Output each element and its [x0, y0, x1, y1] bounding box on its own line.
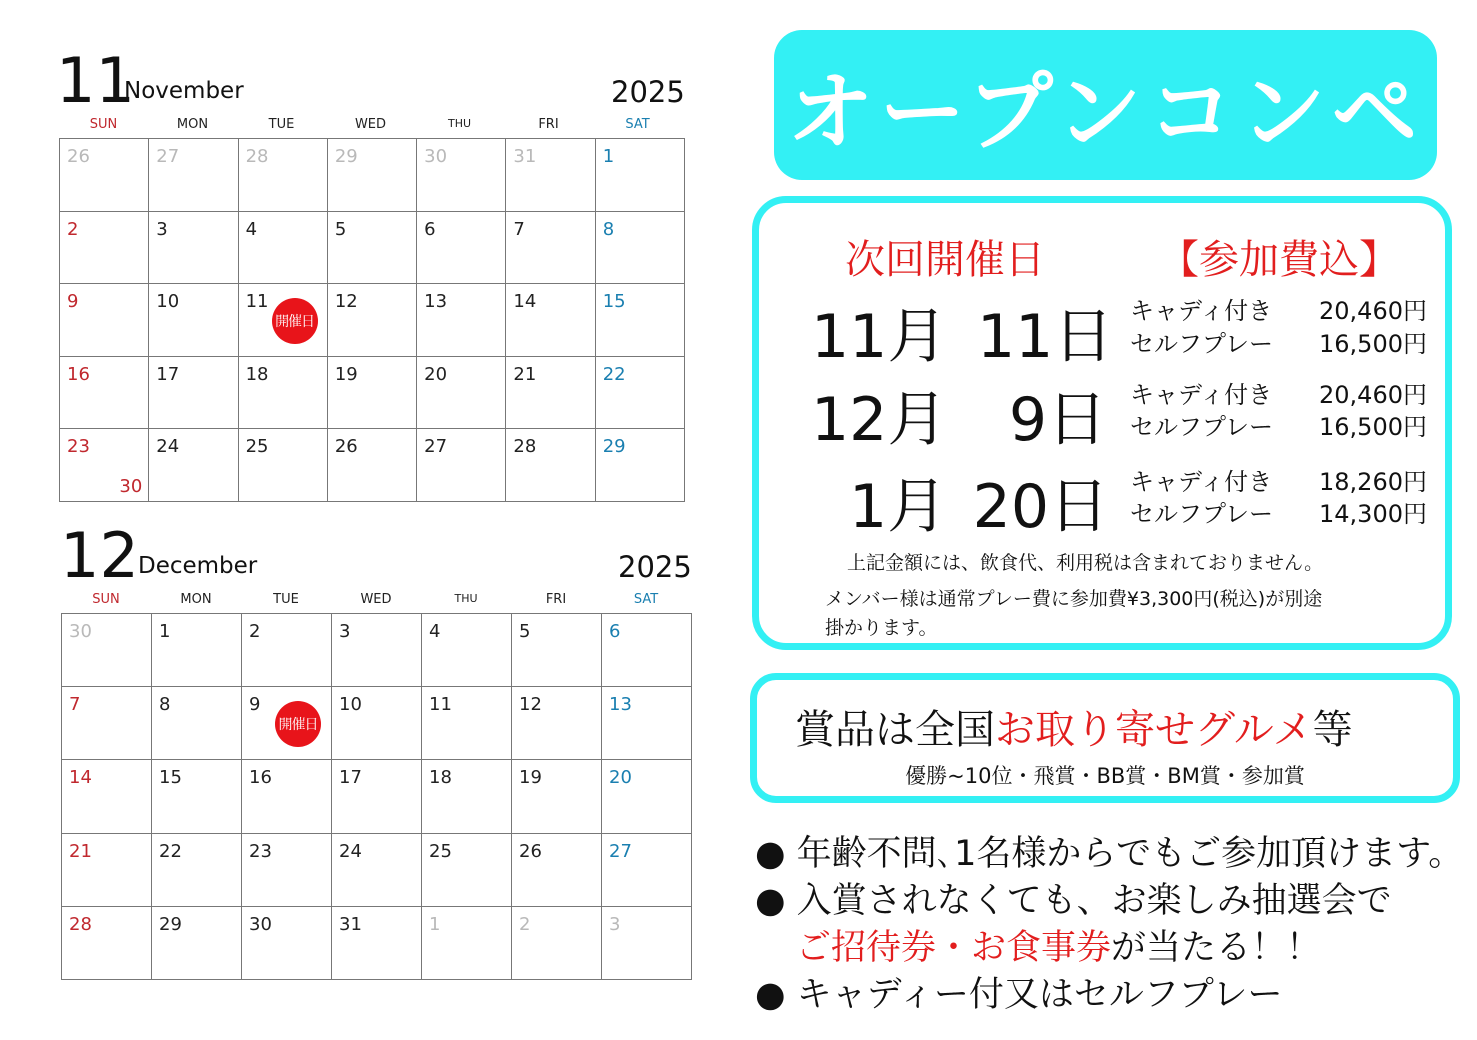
- calendar-day-cell: [512, 907, 602, 980]
- note-text: メンバー様は通常プレー費に参加費¥3,300円(税込)が別途: [825, 588, 1323, 610]
- bullet-item: ● 年齢不問､1名様からでもご参加頂けます。: [755, 834, 1464, 874]
- day-number: 5: [334, 218, 347, 240]
- day-number: 1: [602, 146, 615, 167]
- calendar-day-cell: [602, 834, 692, 907]
- schedule-day: 11日: [977, 302, 1114, 372]
- calendar-day-cell: [332, 834, 422, 907]
- calendar-day-cell: [506, 357, 595, 430]
- weekday-sun: SUN: [92, 592, 120, 607]
- calendar-day-cell: [332, 760, 422, 833]
- calendar-day-cell: [239, 429, 328, 502]
- day-number: 28: [69, 913, 92, 935]
- weekday-sun: SUN: [89, 117, 118, 132]
- prize-highlight: お取り寄せグルメ: [995, 707, 1313, 753]
- year-label: 2025: [611, 75, 685, 109]
- day-number: 12: [519, 694, 542, 716]
- day-number: 27: [156, 146, 180, 167]
- weekday-wed: WED: [354, 117, 387, 132]
- day-number: 11: [429, 694, 452, 716]
- calendar-day-cell: [62, 907, 152, 980]
- day-number: 22: [159, 840, 182, 862]
- self-price: 14,300円: [1319, 500, 1427, 528]
- calendar-day-cell: [596, 139, 685, 212]
- calendar-day-cell: [328, 139, 417, 212]
- calendar-day-cell: [328, 429, 417, 502]
- day-number: 14: [513, 291, 537, 313]
- calendar-day-cell: [242, 614, 332, 687]
- day-number: 17: [339, 767, 362, 789]
- weekday-sat: SAT: [625, 117, 650, 132]
- weekday-thu: THU: [454, 592, 478, 605]
- day-number: 6: [424, 218, 436, 240]
- calendar-day-cell: [512, 614, 602, 687]
- day-number: 29: [159, 913, 182, 935]
- weekday-fri: FRI: [538, 117, 559, 132]
- caddie-label: キャディ付き: [1130, 381, 1273, 409]
- day-number: 10: [339, 694, 362, 716]
- day-number: 28: [245, 146, 269, 167]
- day-number: 5: [519, 621, 531, 642]
- calendar-day-cell: [332, 907, 422, 980]
- day-number-extra: 30: [119, 475, 143, 497]
- calendar-day-cell: [506, 284, 595, 357]
- prize-box: [750, 673, 1460, 803]
- day-number: 3: [339, 621, 351, 642]
- calendar-grid: [59, 138, 685, 502]
- day-number: 14: [69, 767, 92, 789]
- day-number: 12: [334, 291, 358, 313]
- day-number: 25: [429, 840, 452, 862]
- schedule-month: 1月: [849, 472, 948, 542]
- calendar-day-cell: [596, 284, 685, 357]
- calendar-day-cell: [422, 834, 512, 907]
- day-number: 2: [519, 913, 531, 935]
- day-number: 16: [67, 363, 90, 385]
- calendar-day-cell: [506, 139, 595, 212]
- calendar-grid: [61, 613, 692, 980]
- weekday-header: [59, 117, 684, 132]
- calendar-day-cell: [596, 212, 685, 285]
- weekday-sat: SAT: [633, 592, 659, 607]
- calendar-day-cell: [328, 212, 417, 285]
- event-marker: 開催日: [275, 701, 321, 747]
- calendar-day-cell: [239, 357, 328, 430]
- calendar-day-cell: [60, 284, 149, 357]
- day-number: 24: [339, 840, 362, 862]
- calendar-day-cell: [62, 760, 152, 833]
- day-number: 2: [249, 621, 261, 642]
- day-number: 25: [245, 436, 269, 458]
- calendar-day-cell: [596, 429, 685, 502]
- calendar-day-cell: [417, 357, 506, 430]
- day-number: 2: [67, 218, 79, 240]
- day-number: 17: [156, 363, 180, 385]
- bullet-item: ● キャディー付又はセルフプレー: [755, 975, 1283, 1015]
- title-banner: [774, 30, 1437, 180]
- schedule-month: 12月: [811, 385, 948, 455]
- day-number: 4: [429, 621, 441, 642]
- day-number: 29: [334, 146, 358, 167]
- caddie-label: キャディ付き: [1130, 297, 1273, 325]
- day-number: 18: [429, 767, 452, 789]
- calendar-day-cell: [149, 284, 238, 357]
- day-number: 26: [519, 840, 542, 862]
- calendar-day-cell: [417, 212, 506, 285]
- day-number: 16: [249, 767, 272, 789]
- calendar-day-cell: [328, 284, 417, 357]
- calendar-day-cell: [242, 834, 332, 907]
- day-number: 1: [159, 621, 171, 642]
- day-number: 15: [159, 767, 182, 789]
- calendar-day-cell: [332, 687, 422, 760]
- prize-suffix: 等: [1312, 707, 1353, 753]
- calendar-day-cell: [60, 357, 149, 430]
- month-number: 12: [60, 519, 139, 592]
- weekday-wed: WED: [360, 592, 392, 607]
- calendar-day-cell: [239, 139, 328, 212]
- calendar-day-cell: [239, 212, 328, 285]
- note-text: 上記金額には、飲食代、利用税は含まれておりません。: [847, 552, 1324, 574]
- day-number: 21: [69, 840, 92, 862]
- calendar-day-cell: [328, 357, 417, 430]
- day-number: 23: [67, 436, 90, 458]
- calendar-day-cell: [152, 614, 242, 687]
- day-number: 3: [609, 913, 621, 935]
- month-name: November: [124, 78, 244, 104]
- event-marker: 開催日: [272, 298, 318, 344]
- weekday-mon: MON: [176, 117, 209, 132]
- day-number: 4: [245, 218, 258, 240]
- calendar-day-cell: [417, 429, 506, 502]
- calendar-day-cell: [152, 834, 242, 907]
- year-label: 2025: [618, 550, 692, 584]
- self-price: 16,500円: [1319, 413, 1427, 441]
- day-number: 27: [609, 840, 632, 862]
- calendar-day-cell: [242, 760, 332, 833]
- calendar-day-cell: [149, 139, 238, 212]
- day-number: 30: [424, 146, 448, 167]
- calendar-day-cell: [60, 212, 149, 285]
- day-number: 30: [69, 621, 92, 642]
- calendar-day-cell: [62, 614, 152, 687]
- weekday-header: [61, 592, 691, 607]
- ticket-highlight: ご招待券・お食事券: [796, 928, 1112, 968]
- calendar-day-cell: [506, 429, 595, 502]
- calendar-day-cell: [506, 212, 595, 285]
- bullet-item-continuation: [796, 920, 1321, 970]
- day-number: 24: [156, 436, 180, 458]
- day-number: 19: [519, 767, 542, 789]
- calendar-day-cell: [152, 760, 242, 833]
- prize-headline: [795, 698, 1353, 755]
- schedule-day: 9日: [1008, 385, 1107, 455]
- day-number: 13: [424, 291, 448, 313]
- day-number: 8: [159, 694, 171, 716]
- day-number: 1: [429, 913, 441, 935]
- self-price: 16,500円: [1319, 330, 1427, 358]
- day-number: 11: [245, 291, 269, 313]
- next-date-label: 次回開催日: [845, 237, 1045, 283]
- self-label: セルフプレー: [1130, 413, 1274, 441]
- day-number: 7: [69, 694, 81, 716]
- calendar-day-cell: [152, 907, 242, 980]
- calendar-day-cell: [422, 687, 512, 760]
- calendar-day-cell: [60, 429, 149, 502]
- prize-prefix: 賞品は全国: [795, 707, 995, 753]
- fee-included-label: 【参加費込】: [1159, 237, 1399, 283]
- calendar-day-cell: [602, 760, 692, 833]
- caddie-price: 20,460円: [1319, 297, 1427, 325]
- calendar-day-cell: [62, 687, 152, 760]
- day-number: 21: [513, 363, 537, 385]
- calendar-day-cell: [242, 687, 332, 760]
- calendar-day-cell: [512, 834, 602, 907]
- calendar-day-cell: [602, 907, 692, 980]
- calendar-day-cell: [602, 687, 692, 760]
- calendar-day-cell: [417, 139, 506, 212]
- day-number: 26: [67, 146, 90, 167]
- day-number: 9: [249, 694, 261, 716]
- calendar-day-cell: [60, 139, 149, 212]
- weekday-tue: TUE: [273, 592, 299, 607]
- caddie-price: 18,260円: [1319, 468, 1427, 496]
- schedule-box: [752, 196, 1452, 650]
- day-number: 26: [334, 436, 358, 458]
- day-number: 30: [249, 913, 272, 935]
- day-number: 15: [602, 291, 626, 313]
- month-number: 11: [56, 44, 135, 117]
- calendar-day-cell: [422, 760, 512, 833]
- day-number: 20: [609, 767, 632, 789]
- weekday-mon: MON: [180, 592, 212, 607]
- caddie-price: 20,460円: [1319, 381, 1427, 409]
- day-number: 8: [602, 218, 615, 240]
- weekday-thu: THU: [447, 117, 472, 130]
- day-number: 20: [424, 363, 448, 385]
- day-number: 31: [339, 913, 362, 935]
- calendar-day-cell: [149, 212, 238, 285]
- day-number: 22: [602, 363, 626, 385]
- calendar-day-cell: [62, 834, 152, 907]
- calendar-day-cell: [512, 687, 602, 760]
- prize-categories: 優勝~10位・飛賞・BB賞・BM賞・参加賞: [905, 764, 1305, 788]
- day-number: 6: [609, 621, 621, 642]
- schedule-month: 11月: [811, 302, 948, 372]
- day-number: 29: [602, 436, 626, 458]
- calendar-day-cell: [239, 284, 328, 357]
- bullet-item: ● 入賞されなくても、お楽しみ抽選会で: [755, 881, 1392, 921]
- day-number: 31: [513, 146, 537, 167]
- day-number: 19: [334, 363, 358, 385]
- self-label: セルフプレー: [1130, 500, 1274, 528]
- month-name: December: [138, 553, 258, 579]
- self-label: セルフプレー: [1130, 330, 1274, 358]
- weekday-tue: TUE: [268, 117, 295, 132]
- page-title: オープンコンペ: [787, 63, 1424, 163]
- day-number: 28: [513, 436, 537, 458]
- schedule-day: 20日: [972, 472, 1109, 542]
- day-number: 10: [156, 291, 180, 313]
- ticket-suffix: が当たる！！: [1111, 928, 1322, 968]
- calendar-day-cell: [149, 357, 238, 430]
- calendar-day-cell: [332, 614, 422, 687]
- day-number: 9: [67, 291, 79, 313]
- calendar-day-cell: [596, 357, 685, 430]
- note-text: 掛かります。: [825, 617, 938, 639]
- day-number: 18: [245, 363, 269, 385]
- calendar-day-cell: [422, 614, 512, 687]
- calendar-day-cell: [512, 760, 602, 833]
- calendar-day-cell: [242, 907, 332, 980]
- day-number: 3: [156, 218, 168, 240]
- caddie-label: キャディ付き: [1130, 468, 1273, 496]
- calendar-day-cell: [417, 284, 506, 357]
- weekday-fri: FRI: [545, 592, 567, 607]
- calendar-day-cell: [422, 907, 512, 980]
- calendar-day-cell: [152, 687, 242, 760]
- day-number: 23: [249, 840, 272, 862]
- calendar-day-cell: [602, 614, 692, 687]
- day-number: 7: [513, 218, 525, 240]
- calendar-day-cell: [149, 429, 238, 502]
- day-number: 27: [424, 436, 448, 458]
- day-number: 13: [609, 694, 632, 716]
